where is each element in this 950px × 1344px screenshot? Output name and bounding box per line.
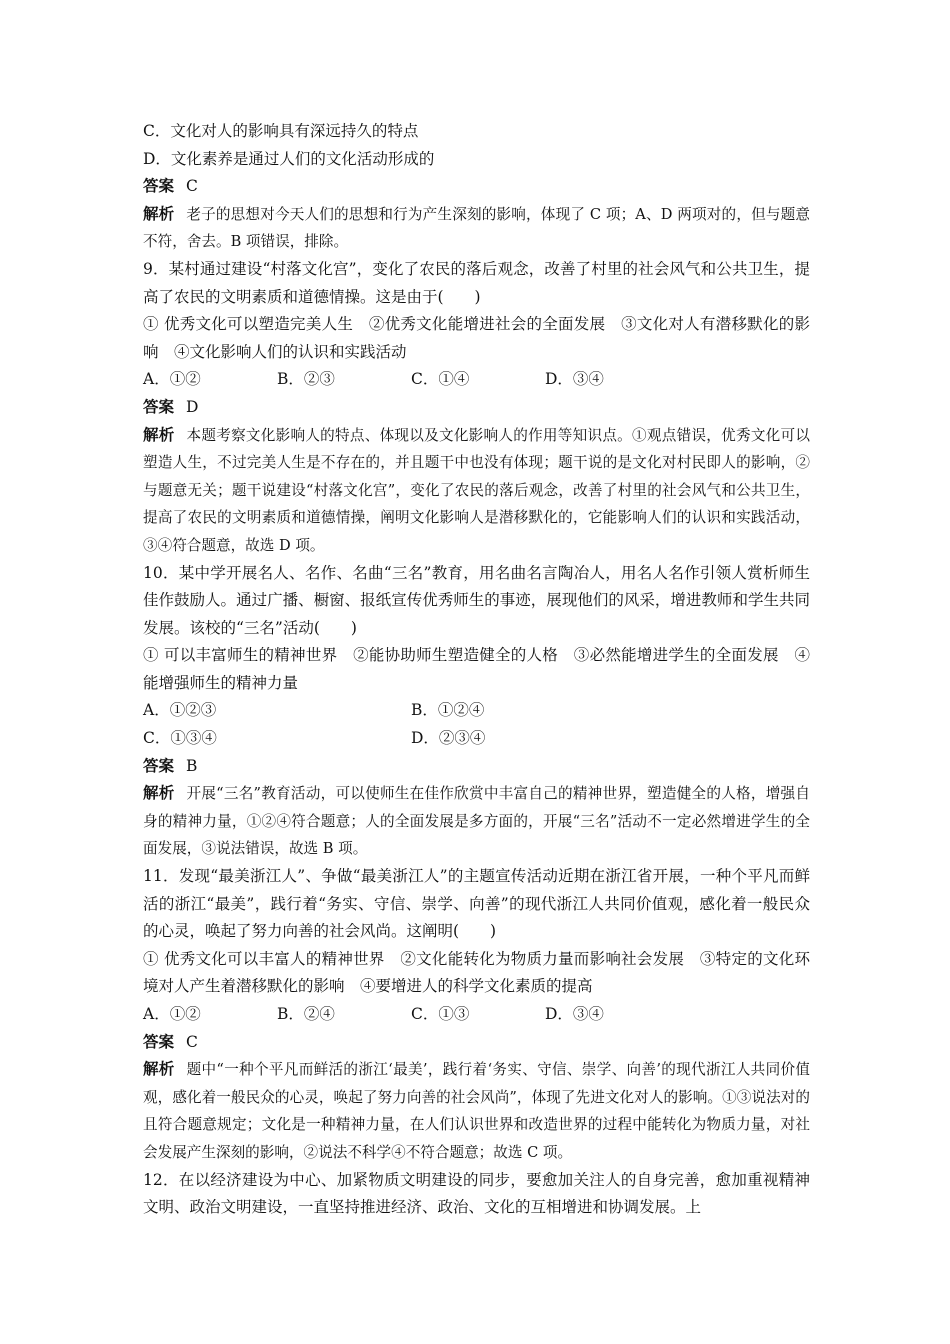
choice-c: C．①③ bbox=[411, 1005, 470, 1023]
q9-stem: 9．某村通过建设“村落文化宫”，变化了农民的落后观念，改善了村里的社会风气和公共卫生，提高了农民的文明素质和道德情操。这是由于( ) bbox=[143, 259, 810, 306]
choice-a: A．①② bbox=[143, 1005, 201, 1023]
analysis-label: 解析 bbox=[143, 784, 175, 803]
answer-value: B bbox=[186, 756, 198, 775]
answer-value: C bbox=[186, 1032, 198, 1051]
choice-a: A．①②③ bbox=[143, 701, 217, 720]
q10-stem: 10．某中学开展名人、名作、名曲“三名”教育，用名曲名言陶冶人，用名人名作引领人赏析师生佳作鼓励人。通过广播、橱窗、报纸宣传优秀师生的事迹，展现他们的风采，增进教师和学生共同发展。该校的“三名”活动( ) bbox=[143, 563, 810, 637]
analysis-label: 解析 bbox=[143, 204, 175, 223]
q11-analysis bbox=[143, 1056, 810, 1166]
choice-d: D．③④ bbox=[545, 370, 604, 389]
choice-c: C．①④ bbox=[411, 370, 470, 389]
analysis-text: 题中“一种个平凡而鲜活的浙江‘最美’，践行着‘务实、守信、崇学、向善’的现代浙江人共同价值观，感化着一般民众的心灵，唤起了努力向善的社会风尚”，体现了先进文化对人的影响。①③说法对的且符合题意规定；文化是一种精神力量，在人们认识世界和改造世界的过程中能转化为物质力量，对社会发展产生深刻的影响，②说法不科学④不符合题意；故选 C 项。 bbox=[143, 1061, 810, 1161]
answer-label: 答案 bbox=[143, 1032, 175, 1051]
q9-answer bbox=[143, 394, 810, 422]
answer-value: D bbox=[186, 397, 199, 416]
q8-option-c: C．文化对人的影响具有深远持久的特点 bbox=[143, 122, 419, 140]
choice-b: B．②③ bbox=[277, 370, 335, 389]
q10-statements: ① 可以丰富师生的精神世界 ②能协助师生塑造健全的人格 ③必然能增进学生的全面发展 ④能增强师生的精神力量 bbox=[143, 646, 810, 692]
q11-stem: 11．发现“最美浙江人”、争做“最美浙江人”的主题宣传活动近期在浙江省开展，一种个平凡而鲜活的浙江“最美”，践行着“务实、守信、崇学、向善”的现代浙江人共同价值观，感化着一般民众的心灵，唤起了努力向善的社会风尚。这阐明( ) bbox=[143, 867, 810, 941]
q10-answer bbox=[143, 753, 810, 781]
q11-answer bbox=[143, 1029, 810, 1057]
q11-statements: ① 优秀文化可以丰富人的精神世界 ②文化能转化为物质力量而影响社会发展 ③特定的文化环境对人产生着潜移默化的影响 ④要增进人的科学文化素质的提高 bbox=[143, 949, 810, 996]
choice-d: D．③④ bbox=[545, 1005, 604, 1023]
analysis-text: 开展“三名”教育活动，可以使师生在佳作欣赏中丰富自己的精神世界，塑造健全的人格，增强自身的精神力量，①②④符合题意；人的全面发展是多方面的，开展“三名”活动不一定必然增进学生的全面发展，③说法错误，故选 B 项。 bbox=[143, 785, 810, 858]
answer-value: C bbox=[186, 177, 198, 196]
analysis-text: 老子的思想对今天人们的思想和行为产生深刻的影响，体现了 C 项；A、D 两项对的，但与题意不符，舍去。B 项错误，排除。 bbox=[143, 205, 810, 251]
choice-c: C．①③④ bbox=[143, 729, 217, 748]
q9-analysis bbox=[143, 422, 810, 560]
choice-a: A．①② bbox=[143, 370, 201, 389]
analysis-text: 本题考察文化影响人的特点、体现以及文化影响人的作用等知识点。①观点错误，优秀文化可以塑造人生，不过完美人生是不存在的，并且题干中也没有体现；题干说的是文化对村民即人的影响，②与题意无关；题干说建设“村落文化宫”，变化了农民的落后观念，改善了村里的社会风气和公共卫生，提高了农民的文明素质和道德情操，阐明文化影响人是潜移默化的，它能影响人们的认识和实践活动，③④符合题意，故选 D 项。 bbox=[143, 426, 810, 554]
choice-b: B．①②④ bbox=[411, 701, 485, 720]
q11-choices bbox=[143, 1001, 810, 1029]
answer-label: 答案 bbox=[143, 397, 175, 416]
q8-analysis bbox=[143, 201, 810, 256]
choice-d: D．②③④ bbox=[411, 729, 486, 748]
q10-choices-row-2 bbox=[143, 725, 810, 753]
q10-analysis bbox=[143, 780, 810, 863]
choice-b: B．②④ bbox=[277, 1005, 335, 1023]
q12-stem: 12．在以经济建设为中心、加紧物质文明建设的同步，要愈加关注人的自身完善，愈加重视精神文明、政治文明建设，一直坚持推进经济、政治、文化的互相增进和协调发展。上 bbox=[143, 1170, 810, 1217]
analysis-label: 解析 bbox=[143, 425, 175, 444]
q9-choices bbox=[143, 366, 810, 394]
q9-statements: ① 优秀文化可以塑造完美人生 ②优秀文化能增进社会的全面发展 ③文化对人有潜移默化的影响 ④文化影响人们的认识和实践活动 bbox=[143, 315, 810, 361]
answer-label: 答案 bbox=[143, 177, 175, 196]
page-content bbox=[143, 118, 810, 1222]
q10-choices-row-1 bbox=[143, 697, 810, 725]
analysis-label: 解析 bbox=[143, 1060, 175, 1079]
q8-answer bbox=[143, 173, 810, 201]
answer-label: 答案 bbox=[143, 756, 175, 775]
q8-option-d: D．文化素养是通过人们的文化活动形成的 bbox=[143, 149, 435, 168]
